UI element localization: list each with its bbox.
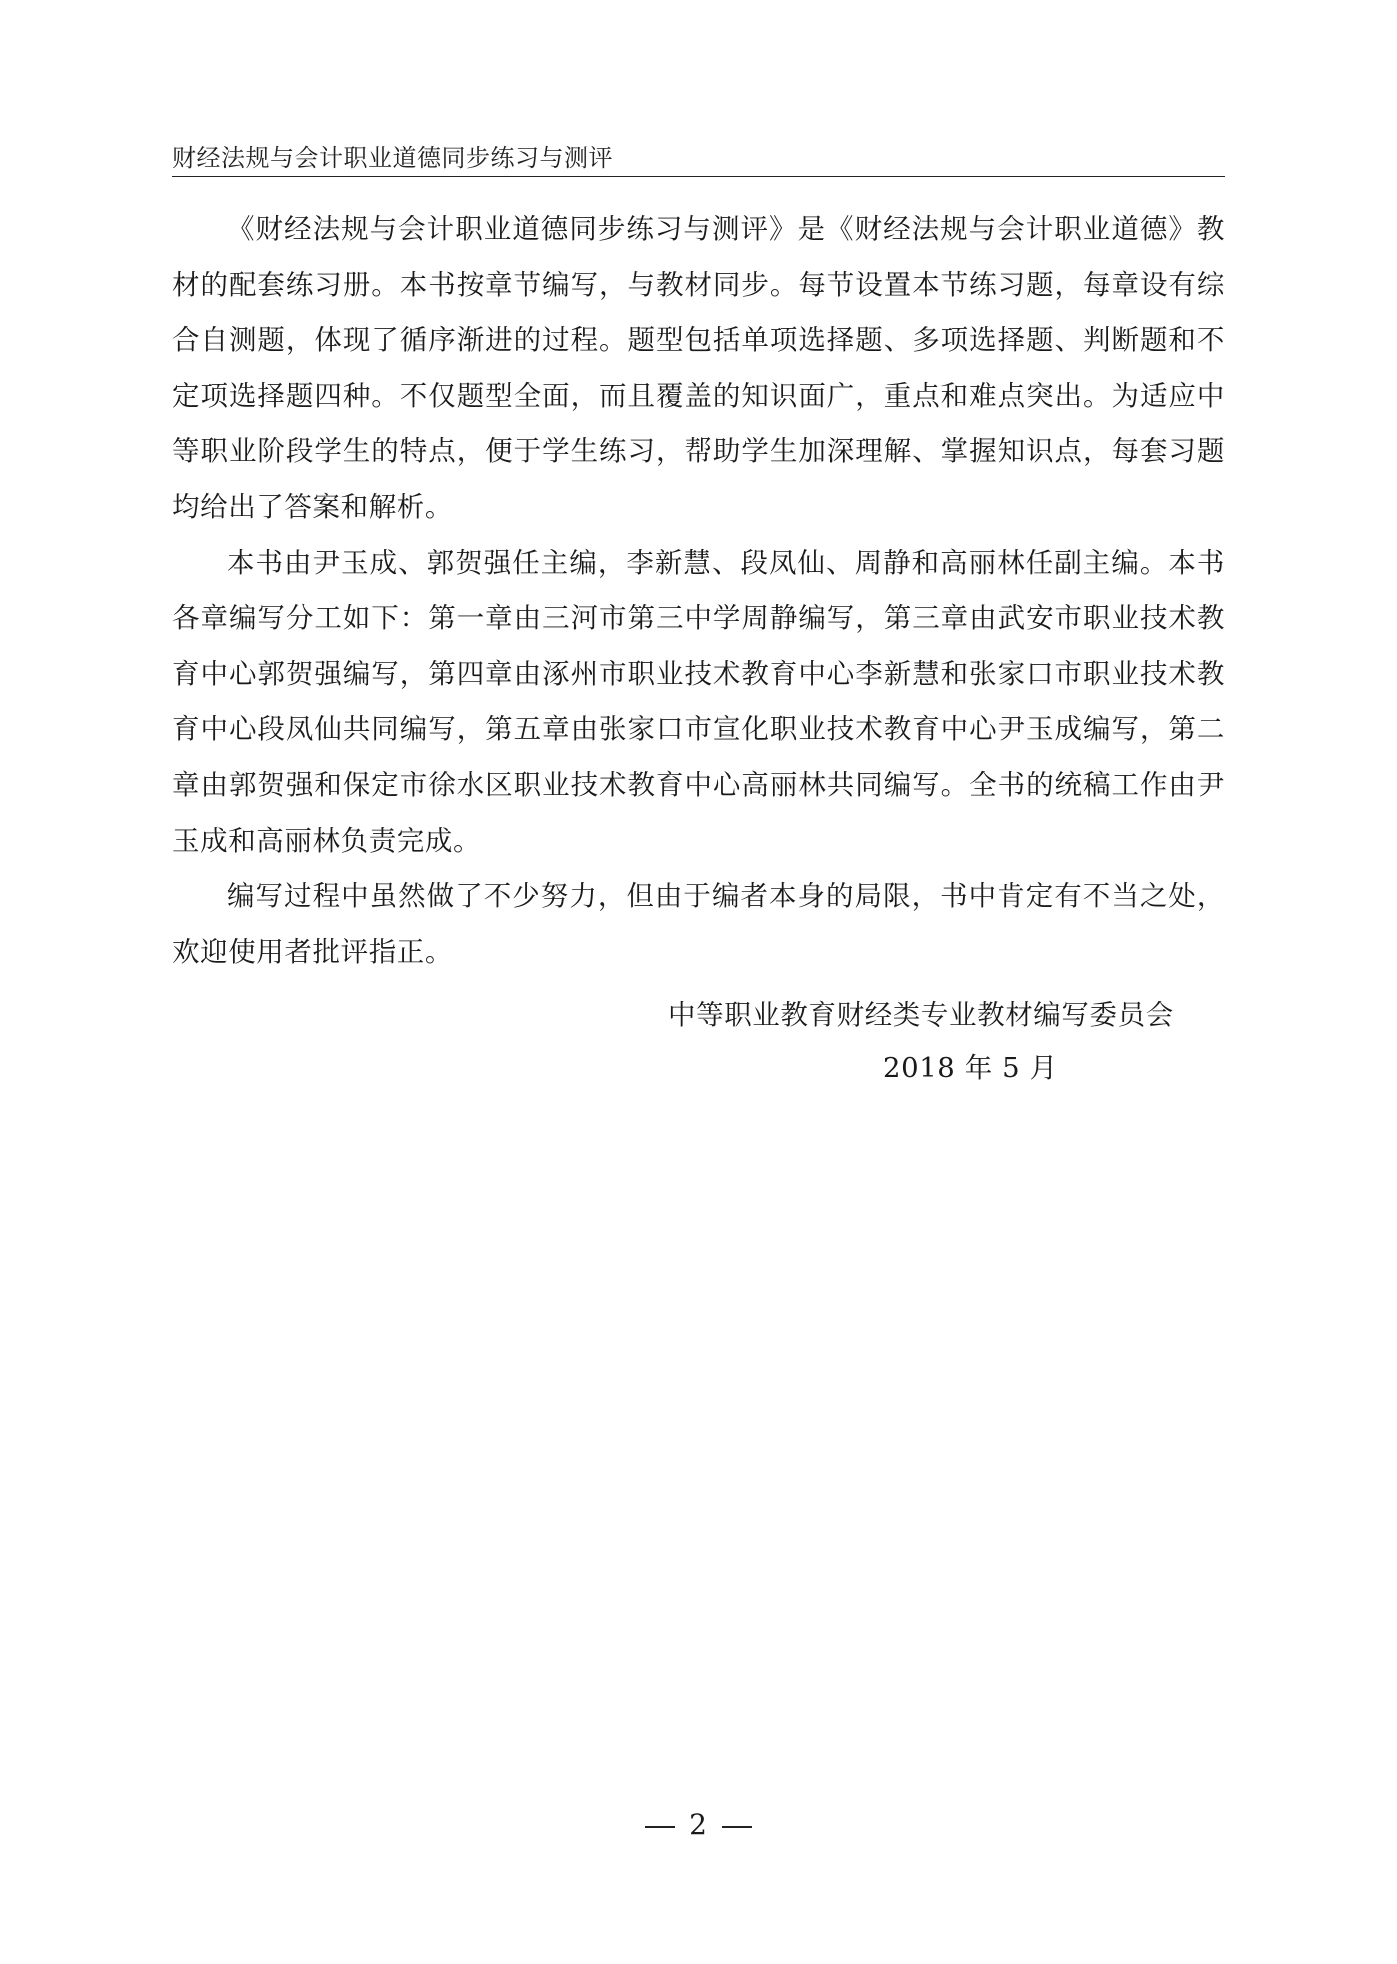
paragraph-introduction: 《财经法规与会计职业道德同步练习与测评》是《财经法规与会计职业道德》教材的配套练习册。本书按章节编写，与教材同步。每节设置本节练习题，每章设有综合自测题，体现了循序渐进的过程。题型包括单项选择题、多项选择题、判断题和不定项选择题四种。不仅题型全面，而且覆盖的知识面广，重点和难点突出。为适应中等职业阶段学生的特点，便于学生练习，帮助学生加深理解、掌握知识点，每套习题均给出了答案和解析。 bbox=[172, 213, 1225, 523]
preface-body bbox=[172, 202, 1225, 980]
paragraph-closing: 编写过程中虽然做了不少努力，但由于编者本身的局限，书中肯定有不当之处，欢迎使用者批评指正。 bbox=[172, 880, 1225, 968]
left-dash bbox=[645, 1826, 675, 1828]
page-number: 2 bbox=[689, 1808, 708, 1841]
signature-date: 2018 年 5 月 bbox=[883, 1052, 1058, 1084]
right-dash bbox=[722, 1826, 752, 1828]
signature-block bbox=[0, 992, 1397, 1112]
paragraph-authors: 本书由尹玉成、郭贺强任主编，李新慧、段凤仙、周静和高丽林任副主编。本书各章编写分工如下：第一章由三河市第三中学周静编写，第三章由武安市职业技术教育中心郭贺强编写，第四章由涿州市职业技术教育中心李新慧和张家口市职业技术教育中心段凤仙共同编写，第五章由张家口市宣化职业技术教育中心尹玉成编写，第二章由郭贺强和保定市徐水区职业技术教育中心高丽林共同编写。全书的统稿工作由尹玉成和高丽林负责完成。 bbox=[172, 546, 1225, 857]
signature-organization: 中等职业教育财经类专业教材编写委员会 bbox=[668, 999, 1174, 1031]
running-header bbox=[172, 136, 1225, 177]
header-title: 财经法规与会计职业道德同步练习与测评 bbox=[172, 144, 613, 172]
page-footer bbox=[0, 1808, 1397, 1841]
